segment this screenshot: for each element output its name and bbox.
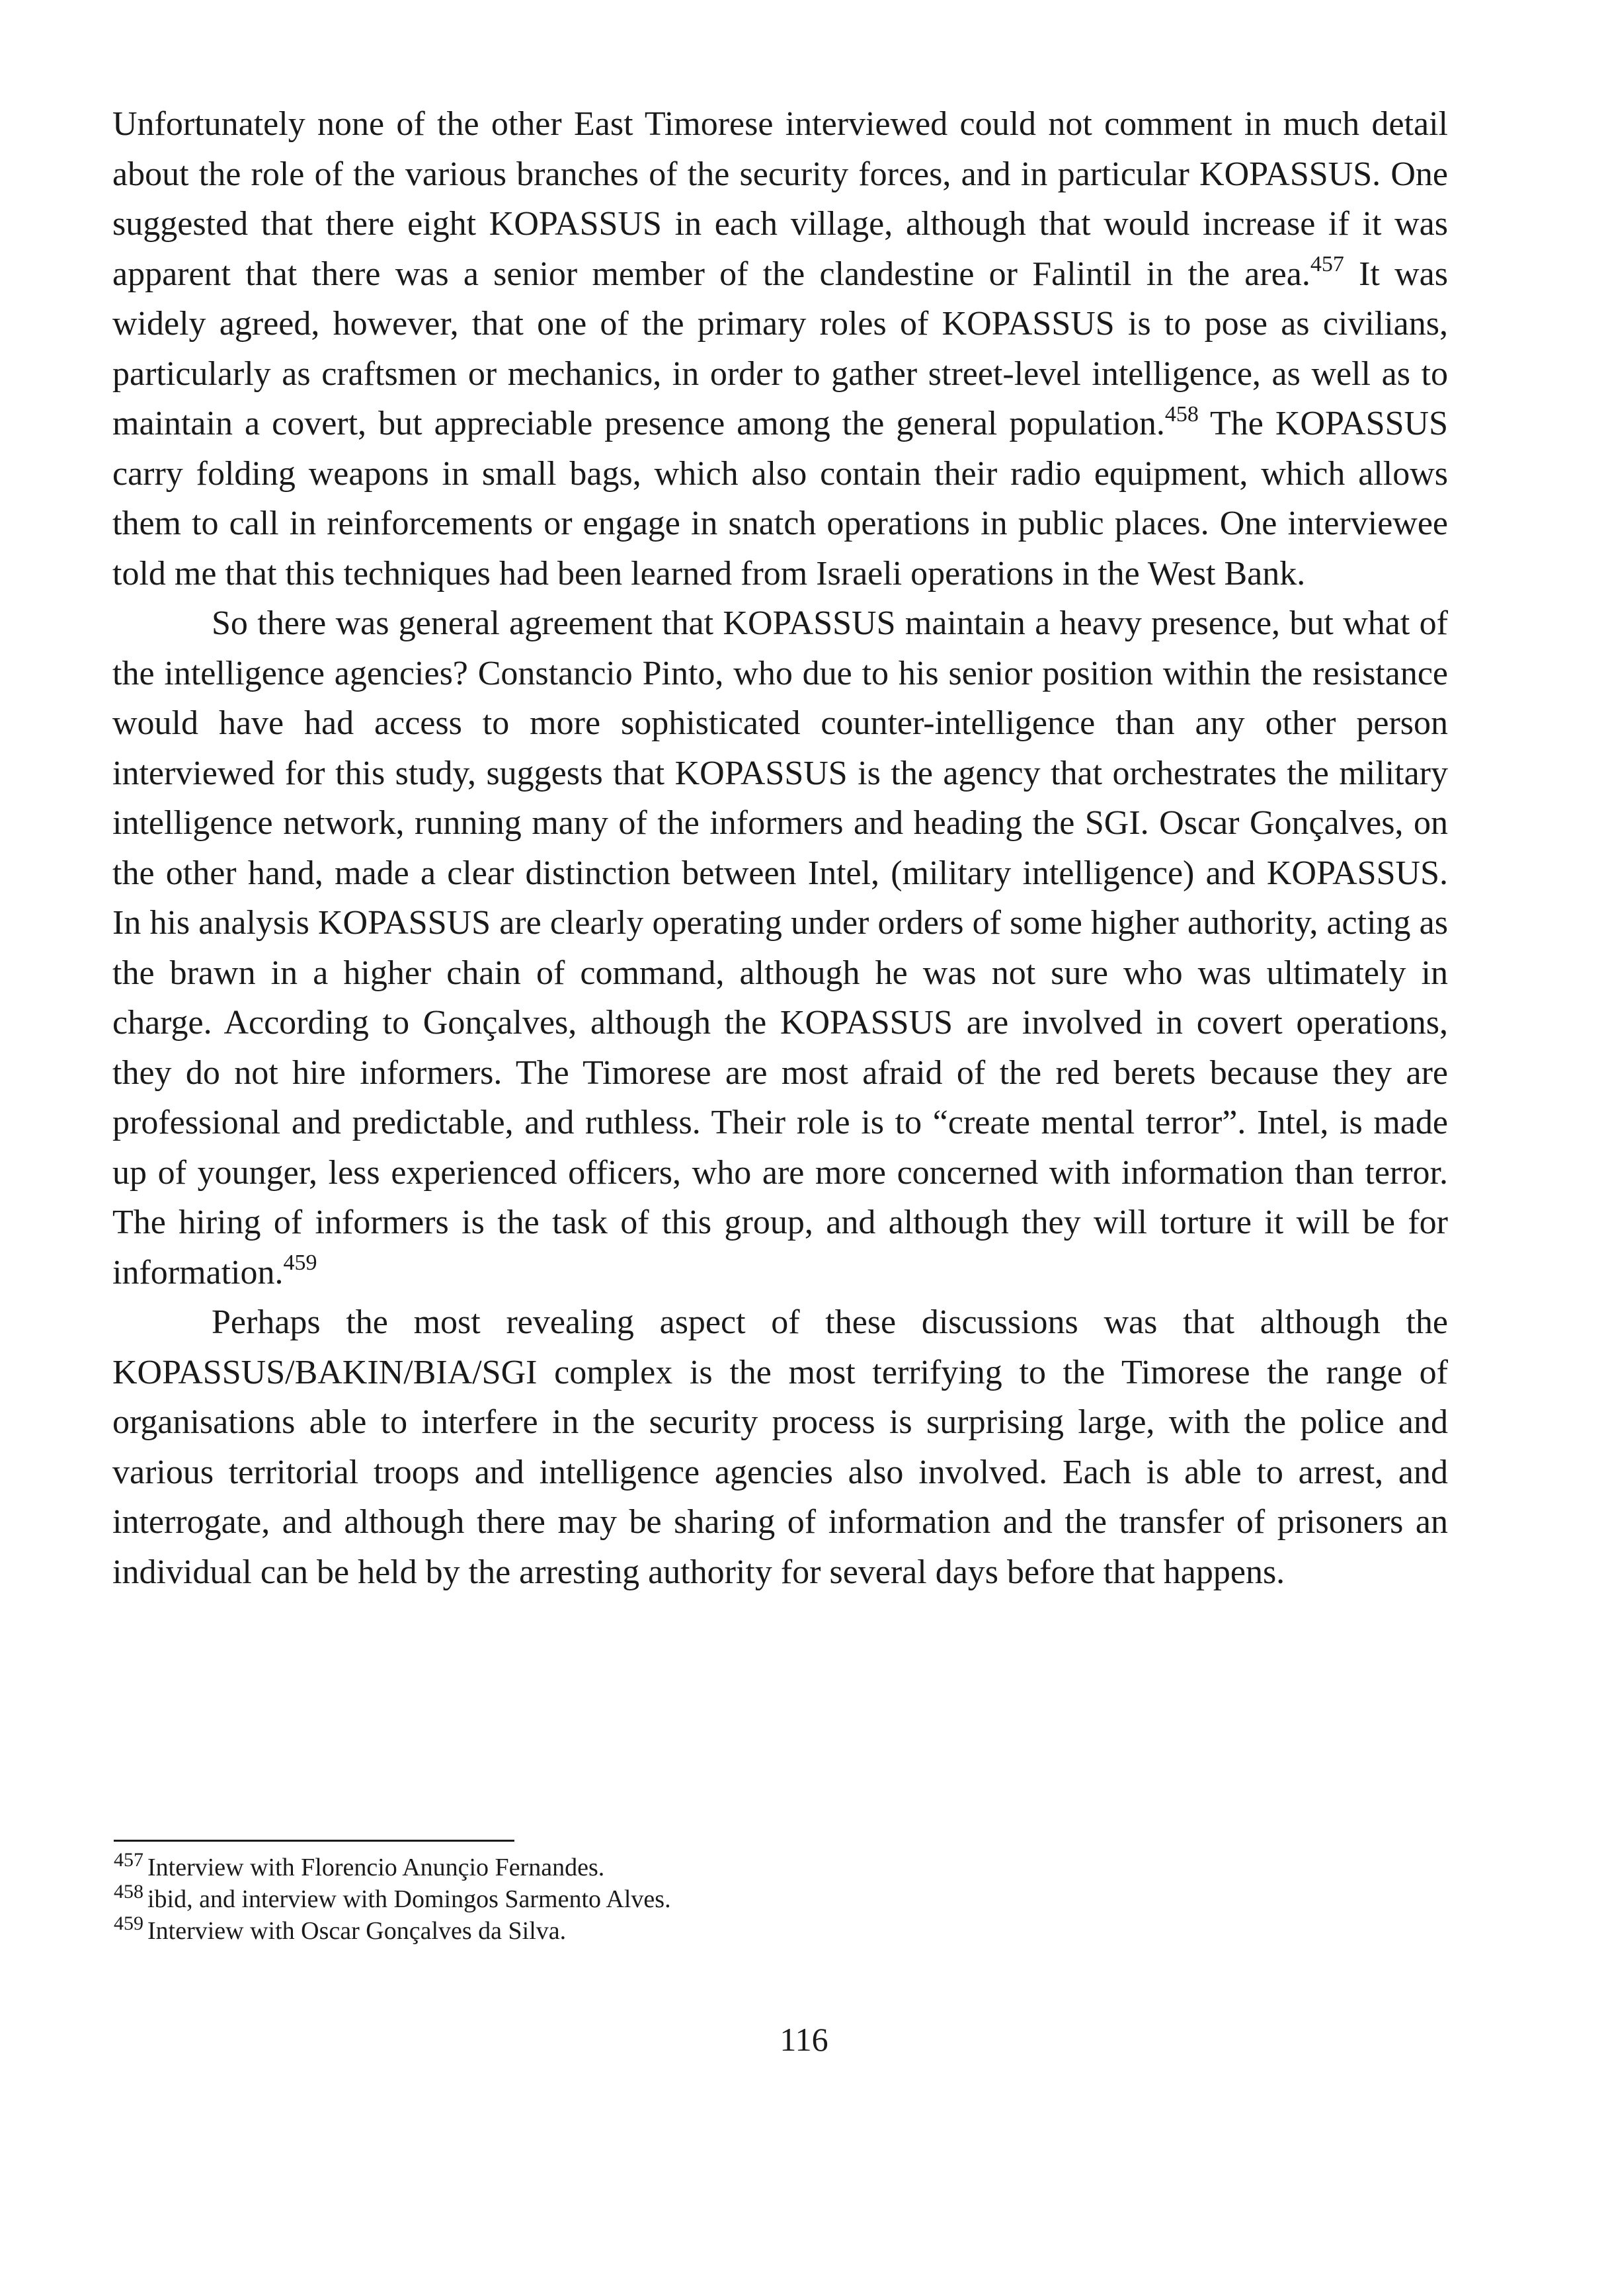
paragraph-text: The KOPASSUS carry folding weapons in small bags, which also contain their radio equipment, which allows them to call in reinforcements or engage in snatch operations in public places. One interviewee told me that this techniques had been learned from Israeli operations in the West Bank. (112, 405, 1448, 593)
paragraph-text: Perhaps the most revealing aspect of these discussions was that although the KOPASSUS/BAKIN/BIA/SGI complex is the most terrifying to the Timorese the range of organisations able to interfere in the security process is surprising large, with the police and various territorial troops and intelligence agencies also involved. Each is able to arrest, and interrogate, and although there may be sharing of information and the transfer of prisoners an individual can be held by the arresting authority for several days before that happens. (112, 1303, 1448, 1591)
footnotes (114, 1849, 1304, 1947)
footnote-reference: 458 (1164, 401, 1199, 427)
paragraph-text: It was widely agreed, however, that one of the primary roles of KOPASSUS is to pose as civilians, particularly as craftsmen or mechanics, in order to gather street-level intelligence, as well as to maintain a covert, but appreciable presence among the general population. (112, 255, 1448, 442)
footnote-text: Interview with Oscar Gonçalves da Silva. (147, 1917, 567, 1945)
paragraph (112, 99, 1448, 598)
paragraph-text: Unfortunately none of the other East Timorese interviewed could not comment in much detail about the role of the various branches of the security forces, and in particular KOPASSUS. One suggested that there eight KOPASSUS in each village, although that would increase if it was apparent that there was a senior member of the clandestine or Falintil in the area. (112, 105, 1448, 293)
paragraph (112, 598, 1448, 1297)
footnote-text: Interview with Florencio Anunçio Fernandes. (147, 1854, 605, 1881)
body-text (112, 99, 1448, 1597)
page-number: 116 (780, 2021, 828, 2058)
paragraph-text: So there was general agreement that KOPASSUS maintain a heavy presence, but what of the intelligence agencies? Constancio Pinto, who due to his senior position within the resistance would have had access to more sophisticated counter-intelligence than any other person interviewed for this study, suggests that KOPASSUS is the agency that orchestrates the military intelligence network, running many of the informers and heading the SGI. Oscar Gonçalves, on the other hand, made a clear distinction between Intel, (military intelligence) and KOPASSUS. In his analysis KOPASSUS are clearly operating under orders of some higher authority, acting as the brawn in a higher chain of command, although he was not sure who was ultimately in charge. According to Gonçalves, although the KOPASSUS are involved in covert operations, they do not hire informers. The Timorese are most afraid of the red berets because they are professional and predictable, and ruthless. Their role is to “create mental terror”. Intel, is made up of younger, less experienced officers, who are more concerned with information than terror. The hiring of informers is the task of this group, and although they will torture it will be for information. (112, 604, 1448, 1292)
footnote-reference: 459 (283, 1250, 317, 1276)
footnote-number: 459 (114, 1912, 143, 1935)
footnote-number: 458 (114, 1881, 143, 1903)
footnote (114, 1849, 1304, 1883)
footnote-number: 457 (114, 1849, 143, 1871)
paragraph (112, 1297, 1448, 1597)
footnote (114, 1912, 1304, 1947)
footnote-separator (114, 1840, 514, 1842)
footnote (114, 1883, 1304, 1915)
footnote-reference: 457 (1310, 252, 1344, 277)
footnote-text: ibid, and interview with Domingos Sarmento Alves. (147, 1885, 671, 1913)
